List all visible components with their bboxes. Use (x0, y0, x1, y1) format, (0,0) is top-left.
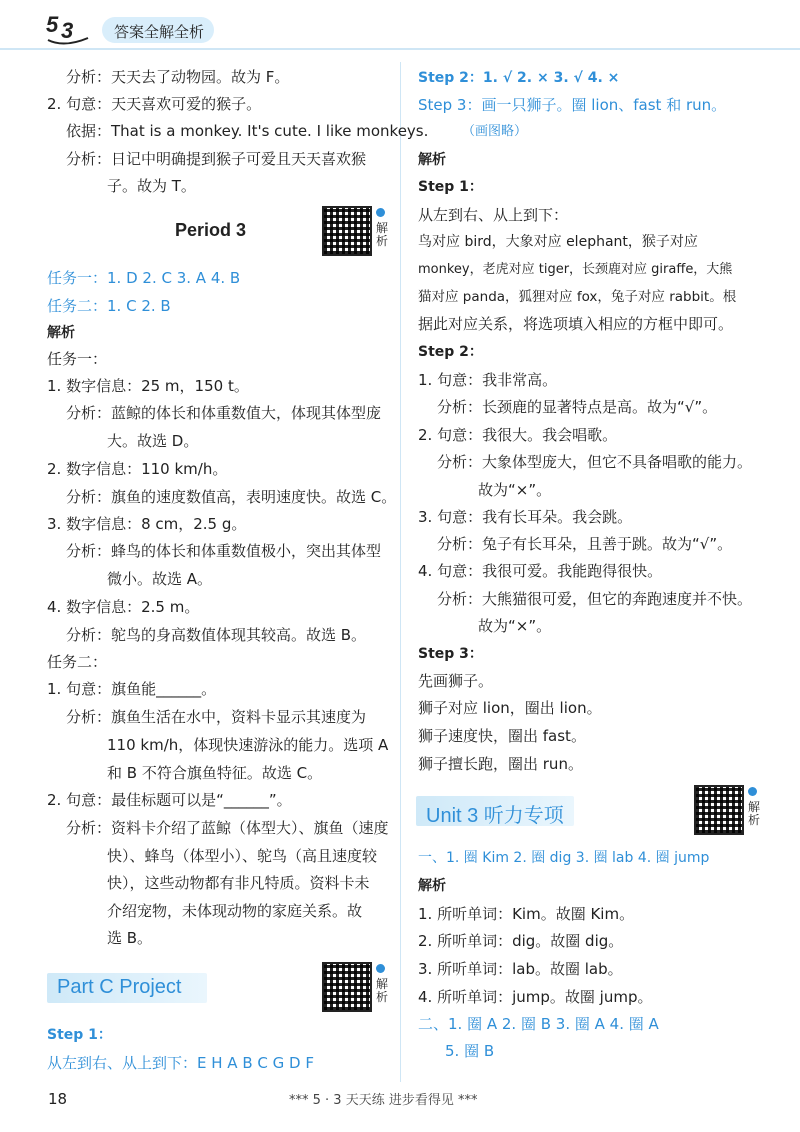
text-line: 任务一： (47, 350, 108, 368)
play-dot-icon (376, 964, 385, 973)
unit-title: Unit 3 听力专项 (426, 805, 564, 827)
unit-banner (416, 796, 574, 826)
text-line: 故为“×”。 (478, 481, 552, 499)
text-line: 快），这些动物都有非凡特质。资料卡未 (107, 874, 370, 892)
text-line: 3. 数字信息：8 cm，2.5 g。 (47, 515, 247, 533)
text-line: 先画狮子。 (418, 672, 494, 690)
text-line: 据此对应关系，将选项填入相应的方框中即可。 (418, 315, 734, 333)
part-c-banner (47, 973, 207, 1003)
text-line: 狮子擅长跑，圈出 run。 (418, 755, 583, 773)
text-line: 1. 句意：我非常高。 (418, 371, 558, 389)
text-line: 4. 数字信息：2.5 m。 (47, 598, 200, 616)
svg-text:3: 3 (61, 18, 74, 43)
text-line: 4. 所听单词：jump。故圈 jump。 (418, 988, 653, 1006)
answer-line: Step 3：画一只狮子。圈 lion、fast 和 run。 (418, 96, 727, 114)
text-line: 分析：蜂鸟的体长和体重数值极小，突出其体型 (66, 542, 382, 560)
qr-label: 解析 (376, 977, 389, 1004)
text-line: 大。故选 D。 (107, 432, 199, 450)
text-line: 微小。故选 A。 (107, 570, 213, 588)
qr-label: 解析 (748, 800, 761, 827)
text-line: 子。故为 T。 (107, 177, 196, 195)
text-line: 猫对应 panda，狐狸对应 fox，兔子对应 rabbit。根 (418, 289, 737, 305)
text-line: 3. 句意：我有长耳朵。我会跳。 (418, 508, 633, 526)
answer-line: 二、1. 圈 A 2. 圈 B 3. 圈 A 4. 圈 A (418, 1015, 659, 1033)
text-line: 狮子对应 lion，圈出 lion。 (418, 699, 602, 717)
text-line: 分析：旗鱼生活在水中，资料卡显示其速度为 (66, 708, 367, 726)
answer-line: 5. 圈 B (445, 1042, 495, 1060)
text-line: 介绍宠物，未体现动物的家庭关系。故 (107, 902, 363, 920)
text-line: 故为“×”。 (478, 617, 552, 635)
text-line: 分析：鸵鸟的身高数值体现其较高。故选 B。 (66, 626, 367, 644)
text-line: 分析：大象体型庞大，但它不具备唱歌的能力。 (437, 453, 753, 471)
period-title: Period 3 (175, 220, 247, 240)
text-line: 分析：长颈鹿的显著特点是高。故为“√”。 (437, 398, 718, 416)
text-line: 分析：兔子有长耳朵，且善于跳。故为“√”。 (437, 535, 733, 553)
play-dot-icon (376, 208, 385, 217)
text-line: monkey，老虎对应 tiger，长颈鹿对应 giraffe，大熊 (418, 262, 733, 277)
step-heading: Step 1： (47, 1027, 112, 1043)
column-divider (400, 62, 401, 1082)
qr-code-icon[interactable] (322, 206, 372, 256)
text-line: 分析：蓝鲸的体长和体重数值大，体现其体型庞 (66, 404, 382, 422)
text-line: 分析：旗鱼的速度数值高，表明速度快。故选 C。 (66, 488, 397, 506)
text-line: 1. 句意：旗鱼能______。 (47, 680, 217, 698)
qr-code-icon[interactable] (322, 962, 372, 1012)
text-line: 选 B。 (107, 929, 153, 947)
text-line: 1. 所听单词：Kim。故圈 Kim。 (418, 905, 635, 923)
text-line: 2. 句意：最佳标题可以是“______”。 (47, 791, 292, 809)
answer-line: 任务二：1. C 2. B (47, 297, 171, 315)
step-heading: Step 3： (418, 646, 483, 662)
header-rule (0, 48, 800, 50)
part-c-title: Part C Project (57, 976, 182, 998)
text-line: 3. 所听单词：lab。故圈 lab。 (418, 960, 623, 978)
answer-line: 任务一：1. D 2. C 3. A 4. B (47, 269, 241, 287)
step-heading: Step 1： (418, 179, 483, 195)
text-line: 4. 句意：我很可爱。我能跑得很快。 (418, 562, 663, 580)
text-line: 任务二： (47, 653, 108, 671)
answer-line: 一、1. 圈 Kim 2. 圈 dig 3. 圈 lab 4. 圈 jump (418, 850, 710, 866)
text-line: 依据：That is a monkey. It's cute. I like monkeys. (66, 122, 429, 140)
play-dot-icon (748, 787, 757, 796)
answer-line: 从左到右、从上到下：E H A B C G D F (47, 1054, 314, 1072)
text-line: 鸟对应 bird，大象对应 elephant，猴子对应 (418, 234, 698, 250)
text-line: 分析：日记中明确提到猴子可爱且天天喜欢猴 (66, 150, 367, 168)
qr-label: 解析 (376, 221, 389, 248)
qr-code-icon[interactable] (694, 785, 744, 835)
text-line: 110 km/h，体现快速游泳的能力。选项 A (107, 736, 389, 754)
page-number: 18 (48, 1090, 68, 1108)
analysis-heading: 解析 (47, 325, 75, 341)
text-line: 分析：大熊猫很可爱，但它的奔跑速度并不快。 (437, 590, 753, 608)
text-line: 分析：天天去了动物园。故为 F。 (66, 68, 290, 86)
text-line: 分析：资料卡介绍了蓝鲸（体型大）、旗鱼（速度 (66, 819, 389, 837)
footer-slogan: *** 5 · 3 天天练 进步看得见 *** (289, 1093, 478, 1108)
text-line: 2. 句意：天天喜欢可爱的猴子。 (47, 95, 262, 113)
text-line: 狮子速度快，圈出 fast。 (418, 727, 586, 745)
text-line: 快）、蜂鸟（体型小）、鸵鸟（高且速度较 (107, 847, 378, 865)
analysis-heading: 解析 (418, 152, 446, 168)
logo (44, 8, 94, 48)
header-badge-label: 答案全解全析 (114, 23, 205, 41)
svg-text:5: 5 (46, 12, 59, 37)
logo-icon (44, 8, 94, 48)
text-line: 1. 数字信息：25 m，150 t。 (47, 377, 249, 395)
text-line: 2. 所听单词：dig。故圈 dig。 (418, 932, 624, 950)
text-line: 和 B 不符合旗鱼特征。故选 C。 (107, 764, 323, 782)
text-line: 2. 数字信息：110 km/h。 (47, 460, 228, 478)
text-line: 2. 句意：我很大。我会唱歌。 (418, 426, 618, 444)
answer-line: Step 2：1. √ 2. × 3. √ 4. × (418, 70, 620, 86)
analysis-heading: 解析 (418, 878, 446, 894)
answer-note: （画图略） (462, 124, 528, 139)
text-line: 从左到右、从上到下： (418, 206, 569, 224)
step-heading: Step 2： (418, 344, 483, 360)
header-badge (102, 17, 214, 43)
